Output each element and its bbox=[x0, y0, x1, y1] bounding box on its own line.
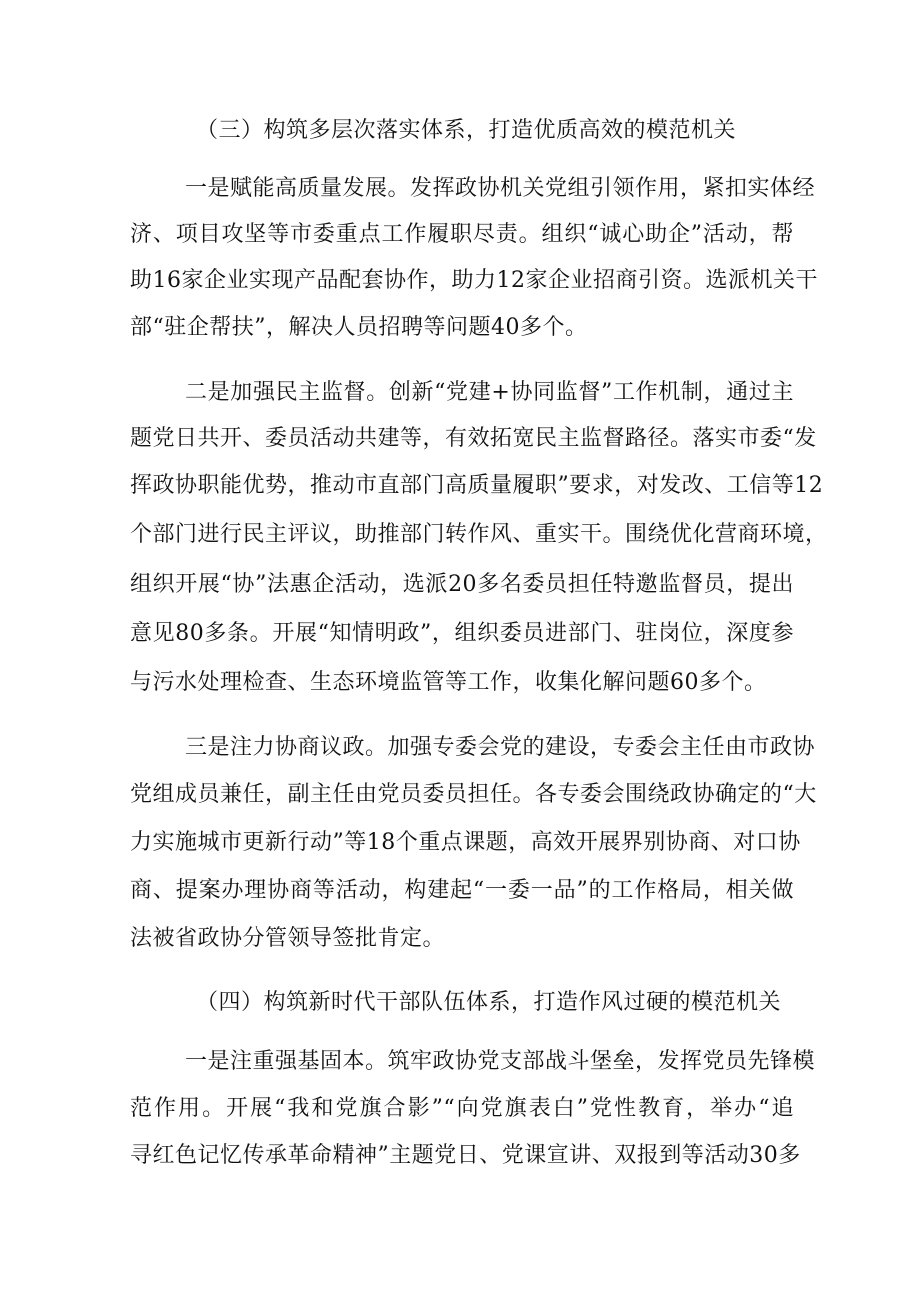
paragraph-line: 一是注重强基固本。筑牢政协党支部战斗堡垒，发挥党员先锋模 bbox=[185, 1049, 816, 1074]
paragraph-line: 部“驻企帮扶”，解决人员招聘等问题40多个。 bbox=[130, 315, 588, 340]
paragraph-line: 三是注力协商议政。加强专委会党的建设，专委会主任由市政协 bbox=[185, 735, 816, 760]
paragraph-line: 济、项目攻坚等市委重点工作履职尽责。组织“诚心助企”活动，帮 bbox=[130, 222, 794, 247]
section-heading: （四）构筑新时代干部队伍体系，打造作风过硬的模范机关 bbox=[196, 990, 782, 1015]
paragraph-line: 意见80多条。开展“知情明政”，组织委员进部门、驻岗位，深度参 bbox=[130, 621, 794, 646]
paragraph-line: 助16家企业实现产品配套协作，助力12家企业招商引资。选派机关干 bbox=[130, 268, 818, 293]
paragraph-line: 力实施城市更新行动”等18个重点课题，高效开展界别协商、对口协 bbox=[130, 830, 801, 855]
paragraph-line: 二是加强民主监督。创新“党建+协同监督”工作机制，通过主 bbox=[185, 380, 794, 405]
paragraph-line: 范作用。开展“我和党旗合影”“向党旗表白”党性教育，举办“追 bbox=[130, 1096, 794, 1121]
paragraph-line: 一是赋能高质量发展。发挥政协机关党组引领作用，紧扣实体经 bbox=[185, 176, 816, 201]
paragraph-line: 商、提案办理协商等活动，构建起“一委一品”的工作格局，相关做 bbox=[130, 878, 794, 903]
paragraph-line: 个部门进行民主评议，助推部门转作风、重实干。围绕优化营商环境， bbox=[130, 522, 828, 547]
paragraph-line: 与污水处理检查、生态环境监管等工作，收集化解问题60多个。 bbox=[130, 670, 767, 695]
paragraph-line: 党组成员兼任，副主任由党员委员担任。各专委会围绕政协确定的“大 bbox=[130, 782, 817, 807]
paragraph-line: 寻红色记忆传承革命精神”主题党日、党课宣讲、双报到等活动30多 bbox=[130, 1143, 801, 1168]
paragraph-line: 法被省政协分管领导签批肯定。 bbox=[130, 926, 446, 951]
paragraph-line: 挥政协职能优势，推动市直部门高质量履职”要求，对发改、工信等12 bbox=[130, 473, 824, 498]
paragraph-line: 组织开展“协”法惠企活动，选派20多名委员担任特邀监督员，提出 bbox=[130, 572, 794, 597]
paragraph-line: 题党日共开、委员活动共建等，有效拓宽民主监督路径。落实市委“发 bbox=[130, 426, 817, 451]
section-heading: （三）构筑多层次落实体系，打造优质高效的模范机关 bbox=[196, 118, 737, 143]
